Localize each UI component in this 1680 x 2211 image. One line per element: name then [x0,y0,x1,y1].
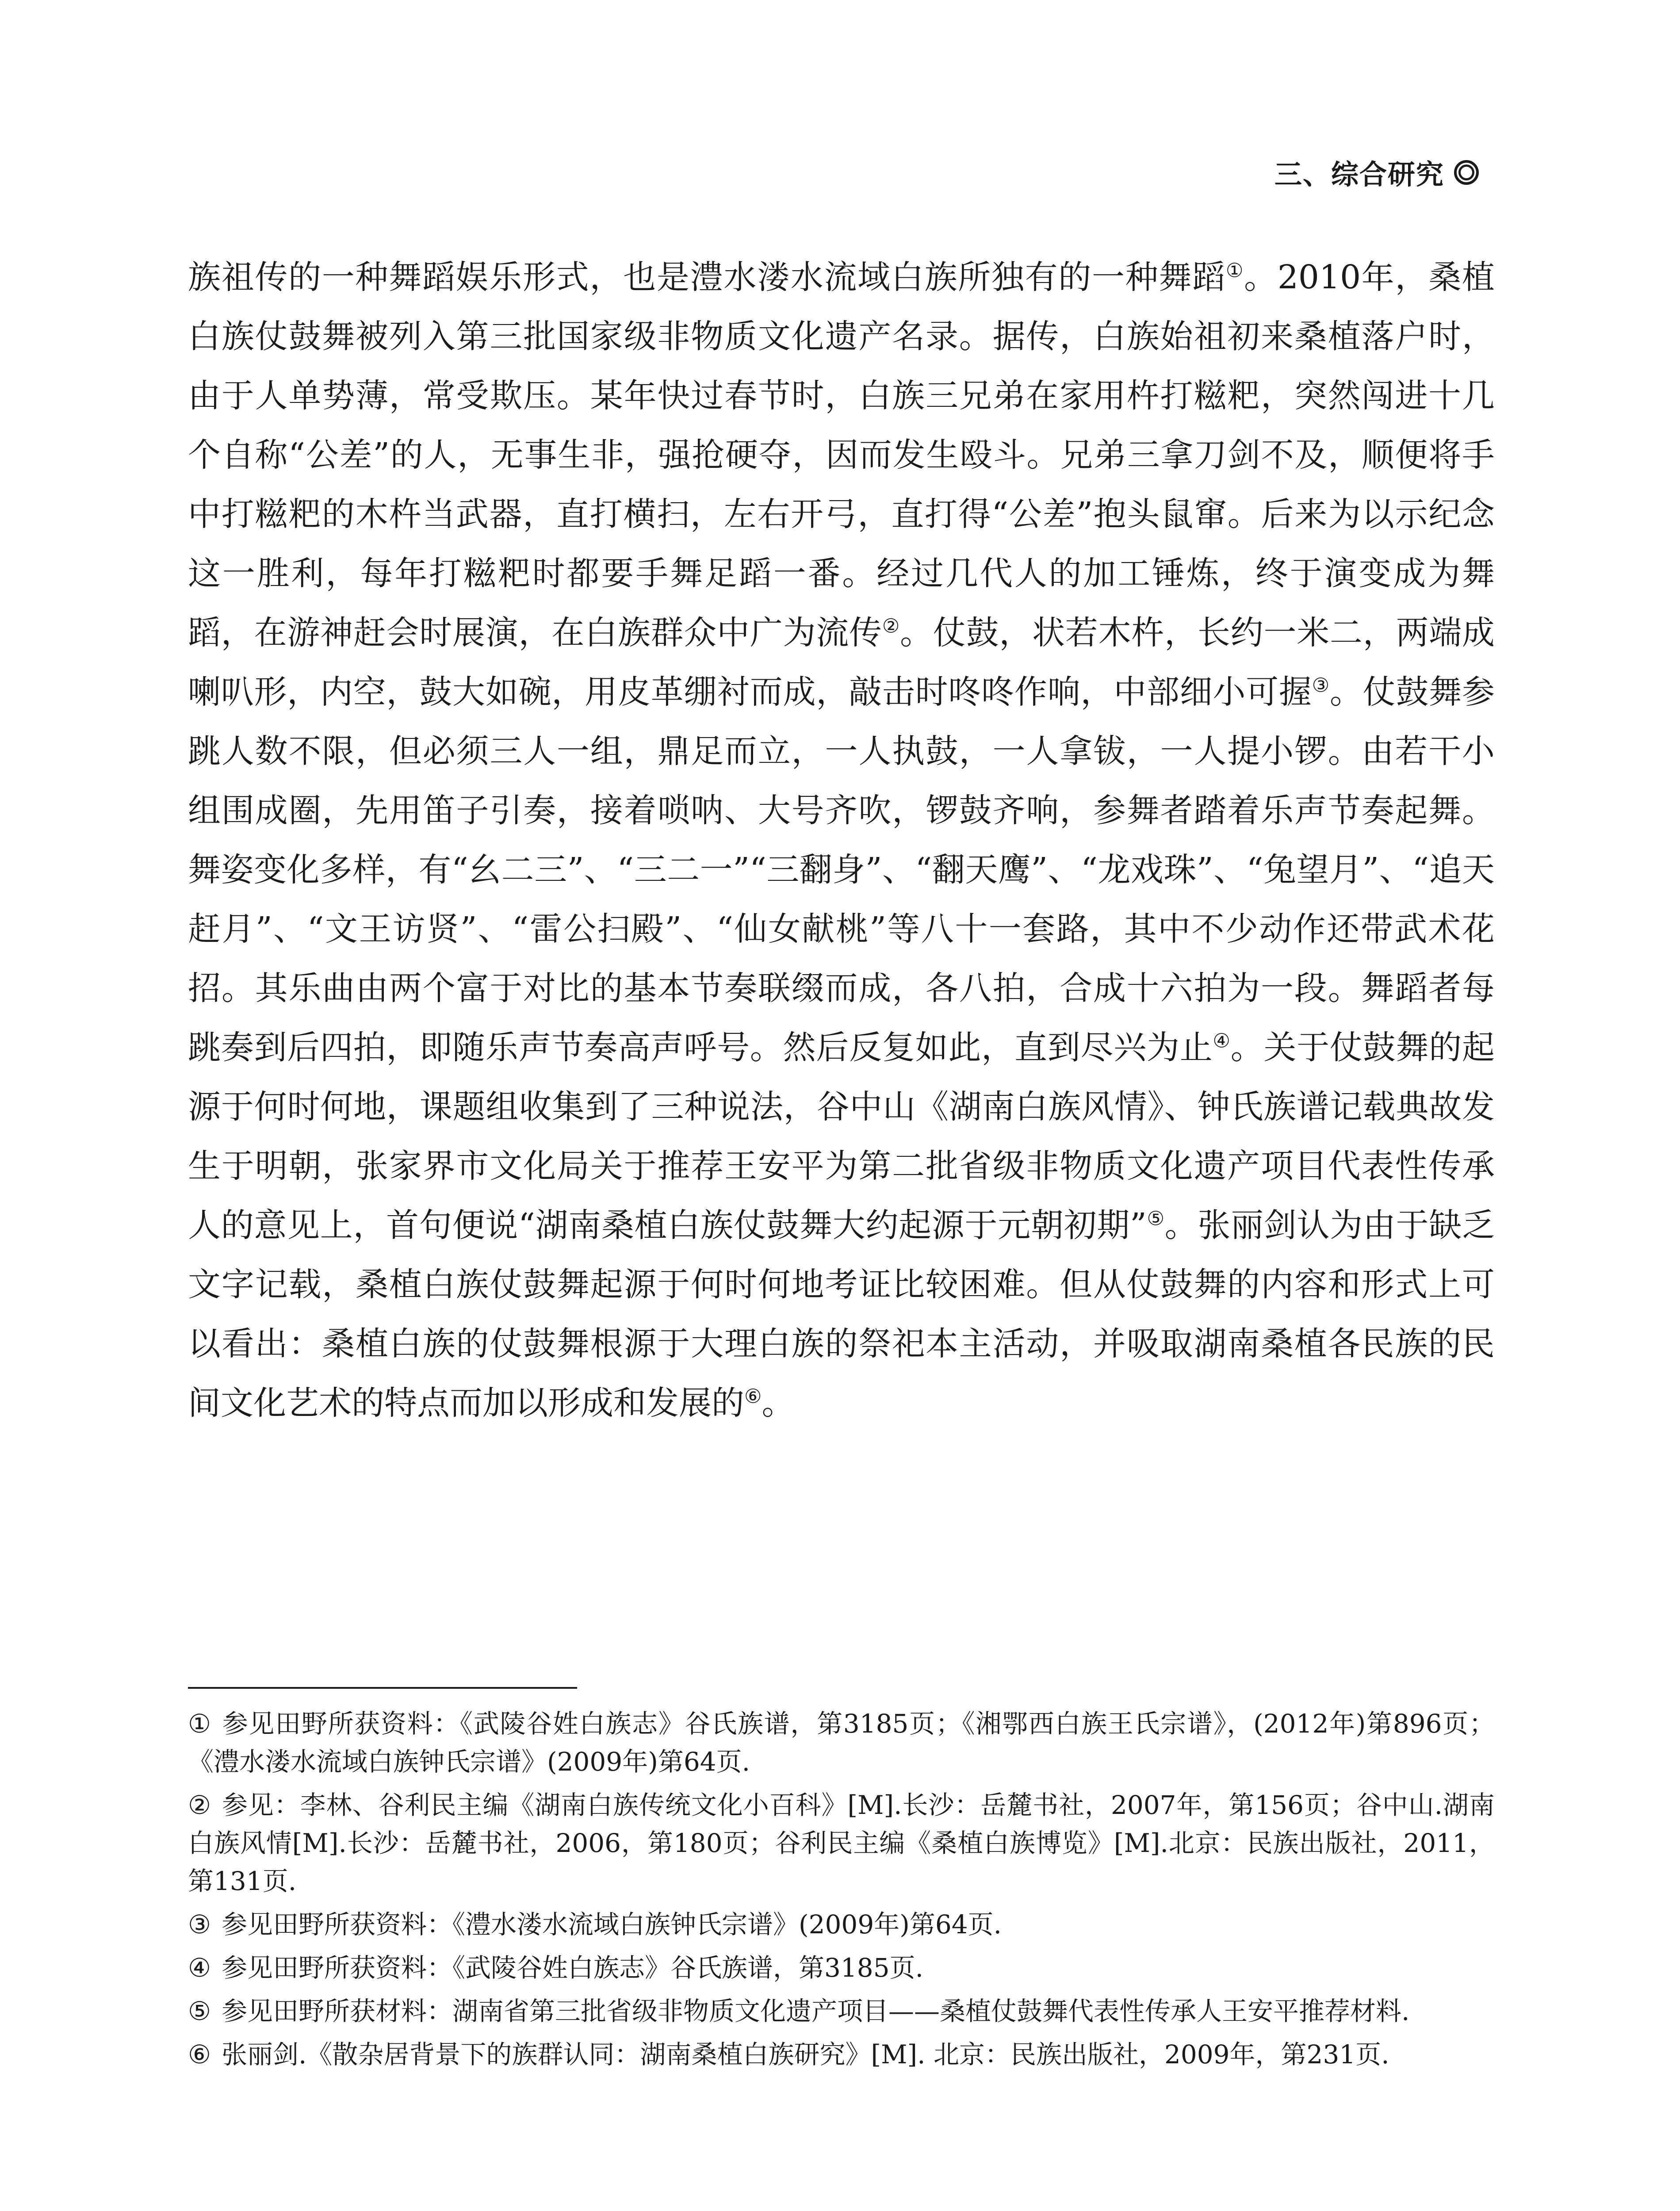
footnote-mark: ③ [188,1909,211,1939]
body-text-segment: 。仗鼓，状若木杵，长约一米二，两端成喇叭形，内空，鼓大如碗，用皮革绷衬而成，敲击时咚咚作响，中部细小可握 [188,614,1495,711]
footnote-text: 参见田野所获材料：湖南省第三批省级非物质文化遗产项目——桑植仗鼓舞代表性传承人王安平推荐材料. [222,1996,1410,2026]
section-title: 三、综合研究 [1274,158,1444,191]
footnote-divider [188,1687,577,1689]
footnote-text: 张丽剑.《散杂居背景下的族群认同：湖南桑植白族研究》[M]. 北京：民族出版社，2009年，第231页. [222,2039,1389,2069]
footnote-text: 参见田野所获资料：《澧水溇水流域白族钟氏宗谱》(2009年)第64页. [222,1909,1002,1939]
footnote-1 [188,1705,1495,1781]
body-text [188,248,1495,1433]
body-text-segment: 。张丽剑认为由于缺乏文字记载，桑植白族仗鼓舞起源于何时何地考证比较困难。但从仗鼓舞的内容和形式上可以看出：桑植白族的仗鼓舞根源于大理白族的祭祀本主活动，并吸取湖南桑植各民族的民间文化艺术的特点而加以形成和发展的 [188,1206,1495,1422]
footnote-ref-3: ③ [1312,674,1330,697]
footnote-text: 参见田野所获资料：《武陵谷姓白族志》谷氏族谱，第3185页；《湘鄂西白族王氏宗谱》，(2012年)第896页；《澧水溇水流域白族钟氏宗谱》(2009年)第64页. [188,1709,1495,1777]
footnote-mark: ② [188,1790,211,1820]
footnote-ref-2: ② [882,615,900,638]
footnote-4 [188,1949,1495,1987]
footnote-text: 参见田野所获资料：《武陵谷姓白族志》谷氏族谱，第3185页. [222,1953,924,1983]
footnotes [188,1705,1495,2079]
footnote-mark: ⑥ [188,2039,211,2069]
footnote-ref-1: ① [1225,259,1244,282]
footnote-5 [188,1992,1495,2030]
body-text-segment: 。2010年，桑植白族仗鼓舞被列入第三批国家级非物质文化遗产名录。据传，白族始祖初来桑植落户时，由于人单势薄，常受欺压。某年快过春节时，白族三兄弟在家用杵打糍粑，突然闯进十几个自称“公差”的人，无事生非，强抢硬夺，因而发生殴斗。兄弟三拿刀剑不及，顺便将手中打糍粑的木杵当武器，直打横扫，左右开弓，直打得“公差”抱头鼠窜。后来为以示纪念这一胜利，每年打糍粑时都要手舞足蹈一番。经过几代人的加工锤炼，终于演变成为舞蹈，在游神赶会时展演，在白族群众中广为流传 [188,258,1495,652]
body-text-segment: 族祖传的一种舞蹈娱乐形式，也是澧水溇水流域白族所独有的一种舞蹈 [188,258,1226,296]
body-text-segment: 。仗鼓舞参跳人数不限，但必须三人一组，鼎足而立，一人执鼓，一人拿钹，一人提小锣。由若干小组围成圈，先用笛子引奏，接着唢呐、大号齐吹，锣鼓齐响，参舞者踏着乐声节奏起舞。舞姿变化多样，有“幺二三”、“三二一”“三翻身”、“翻天鹰”、“龙戏珠”、“兔望月”、“追天赶月”、“文王访贤”、“雷公扫殿”、“仙女献桃”等八十一套路，其中不少动作还带武术花招。其乐曲由两个富于对比的基本节奏联缀而成，各八拍，合成十六拍为一段。舞蹈者每跳奏到后四拍，即随乐声节奏高声呼号。然后反复如此，直到尽兴为止 [188,673,1495,1067]
footnote-2 [188,1786,1495,1900]
footnote-ref-6: ⑥ [744,1385,762,1408]
footnote-mark: ① [188,1709,212,1739]
footnote-ref-4: ④ [1213,1029,1231,1052]
footnote-text: 参见：李林、谷利民主编《湖南白族传统文化小百科》[M].长沙：岳麓书社，2007年，第156页；谷中山.湖南白族风情[M].长沙：岳麓书社，2006，第180页；谷利民主编《桑植白族博览》[M].北京：民族出版社，2011，第131页. [188,1790,1495,1896]
footnote-mark: ④ [188,1953,211,1983]
running-header [1274,153,1479,192]
body-text-segment: 。 [762,1384,795,1422]
footnote-mark: ⑤ [188,1996,211,2026]
footnote-ref-5: ⑤ [1146,1207,1165,1230]
body-text-segment: 。关于仗鼓舞的起源于何时何地，课题组收集到了三种说法，谷中山《湖南白族风情》、钟氏族谱记载典故发生于明朝，张家界市文化局关于推荐王安平为第二批省级非物质文化遗产项目代表性传承人的意见上，首句便说“湖南桑植白族仗鼓舞大约起源于元朝初期” [188,1029,1495,1244]
footnote-3 [188,1905,1495,1943]
double-circle-icon [1454,160,1479,185]
footnote-6 [188,2035,1495,2073]
body-paragraph [188,248,1495,1433]
